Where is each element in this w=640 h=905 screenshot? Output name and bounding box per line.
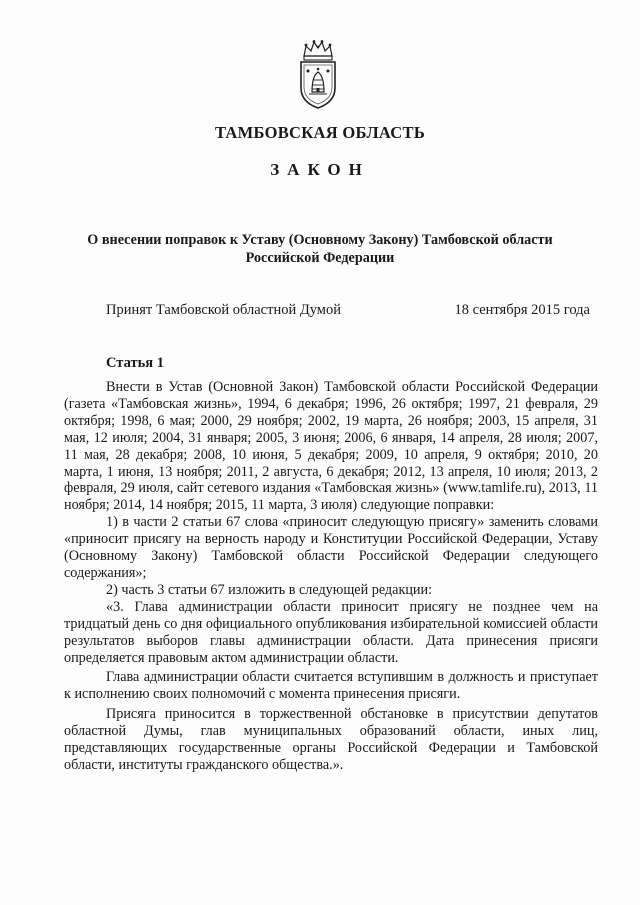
amendment-text-paragraph: Присяга приносится в торжественной обстановке в присутствии депутатов областной Думы, глав муниципальных образований области, иных лиц, представляющих государственные органы Российской Федерации и Тамбовской области, институты гражданского общества.».	[64, 706, 598, 773]
region-title: ТАМБОВСКАЯ ОБЛАСТЬ	[214, 123, 426, 142]
amendment-text-paragraph: Глава администрации области считается вступившим в должность и приступает к исполнению своих полномочий с момента принесения присяги.	[64, 669, 598, 703]
amendment-text-part-3: «3. Глава администрации области приносит присягу не позднее чем на тридцатый день со дня официального опубликования избирательной комиссией области результатов выборов главы администрации области. Дата принесения присяги определяется правовым актом администрации области.	[64, 598, 598, 666]
amendment-item-1: 1) в части 2 статьи 67 слова «приносит следующую присягу» заменить словами «приносит присягу на верность народу и Конституции Российской Федерации, Уставу (Основному Закону) Тамбовской области Российской Федерации следующего содержания»;	[64, 514, 598, 581]
law-subject-line-2: Российской Федерации	[245, 250, 395, 266]
law-subject-line-1: О внесении поправок к Уставу (Основному Закону) Тамбовской области	[87, 232, 553, 248]
law-subject	[60, 231, 580, 267]
adoption-date: 18 сентября 2015 года	[454, 302, 590, 318]
article-body	[64, 379, 598, 774]
amendment-item-2: 2) часть 3 статьи 67 изложить в следующей редакции:	[106, 581, 433, 598]
tambov-coat-of-arms-icon	[295, 38, 341, 110]
document-type-title: ЗАКОН	[270, 160, 370, 179]
article-title: Статья 1	[106, 355, 164, 371]
adopted-by-text: Принят Тамбовской областной Думой	[106, 302, 341, 318]
article-paragraph: Внести в Устав (Основной Закон) Тамбовской области Российской Федерации (газета «Тамбовская жизнь», 1994, 6 декабря; 1996, 26 октября; 1997, 21 февраля, 29 октября; 1998, 6 мая; 2000, 29 ноября; 2002, 19 марта, 26 ноября; 2003, 15 апреля, 31 мая, 12 июля; 2004, 31 января; 2005, 3 июня; 2006, 6 января, 14 апреля, 28 июля; 2007, 11 мая, 28 декабря; 2008, 10 июня, 5 декабря; 2009, 10 апреля, 9 октября; 2010, 20 марта, 1 июня, 13 ноября; 2011, 2 августа, 6 декабря; 2012, 13 апреля, 10 июля; 2013, 2 февраля, 29 июля, сайт сетевого издания «Тамбовская жизнь» (www.tamlife.ru), 2013, 11 ноября; 2014, 14 ноября; 2015, 11 марта, 3 июля) следующие поправки:	[64, 379, 598, 514]
